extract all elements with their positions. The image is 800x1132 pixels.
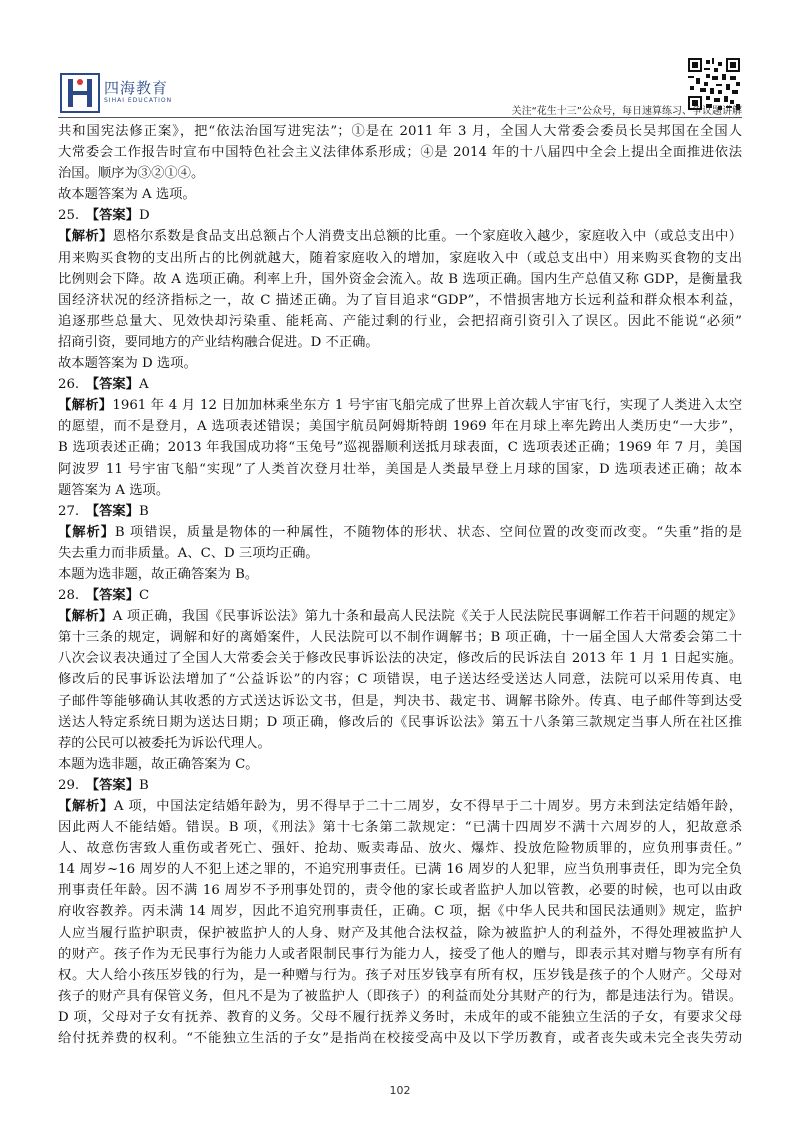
line-text: 八次会议表决通过了全国人大常委会关于修改民事诉讼法的决定，修改后的民诉法自 2013 年 1 月 1 日起实施。 xyxy=(58,651,742,667)
text-line xyxy=(58,965,742,986)
question-number: 25. xyxy=(58,208,93,224)
line-text: 孩子的财产具有保管义务，但凡不是为了被监护人（即孩子）的利益而处分其财产的行为，都是违法行为。错误。 xyxy=(58,988,742,1004)
text-line xyxy=(58,712,742,733)
text-line xyxy=(58,606,742,627)
text-line xyxy=(58,901,742,922)
text-line xyxy=(58,248,742,269)
line-text: B xyxy=(139,503,149,519)
line-text: 招商引资，要同地方的产业结构融合促进。D 不正确。 xyxy=(58,334,379,350)
section-label: 【答案】 xyxy=(92,588,139,604)
line-text: 比例则会下降。故 A 选项正确。利率上升，国外资金会流入。故 B 选项正确。国内生产总值又称 GDP，是衡量我 xyxy=(58,271,742,287)
text-line xyxy=(58,1007,742,1028)
line-text: 给付抚养费的权利。“不能独立生活的子女”是指尚在校接受高中及以下学历教育，或者丧失或未完全丧失劳动 xyxy=(58,1031,742,1047)
section-label: 【解析】 xyxy=(58,799,114,814)
line-text: 追逐那些总量大、见效快却污染重、能耗高、产能过剩的行业，会把招商引资引入了误区。因此不能说“必须” xyxy=(58,313,742,329)
question-number: 28. xyxy=(58,588,93,604)
text-line xyxy=(58,353,742,374)
text-line xyxy=(58,395,742,416)
section-label: 【答案】 xyxy=(92,503,139,519)
text-line xyxy=(58,796,742,817)
line-text: 送达人特定系统日期为送达日期；D 项正确，修改后的《民事诉讼法》第五十八条第三款规定当事人所在社区推 xyxy=(58,714,742,730)
text-line xyxy=(58,733,742,754)
section-label: 【解析】 xyxy=(58,398,113,414)
line-text: 本题为选非题，故正确答案为 C。 xyxy=(58,756,259,772)
logo-subtext: SIHAI EDUCATION xyxy=(104,97,173,104)
logo-mark-icon xyxy=(60,73,100,113)
text-line xyxy=(58,627,742,648)
line-text: D 项，父母对子女有抚养、教育的义务。父母不履行抚养义务时，未成年的或不能独立生活的子女，有要求父母 xyxy=(58,1009,742,1025)
text-line xyxy=(58,501,742,522)
header-tagline: 关注“花生十三”公众号，每日速算练习、争议题讲解 xyxy=(511,106,742,117)
line-text: 失去重力而非质量。A、C、D 三项均正确。 xyxy=(58,545,319,561)
text-line xyxy=(58,691,742,712)
text-line xyxy=(58,817,742,838)
line-text: 14 周岁~16 周岁的人不犯上述之罪的，不追究刑事责任。已满 16 周岁的人犯罪，应当负刑事责任，即为完全负 xyxy=(58,862,742,878)
line-text: 故本题答案为 D 选项。 xyxy=(58,356,197,372)
text-line xyxy=(58,1028,742,1049)
text-line xyxy=(58,437,742,458)
line-text: C xyxy=(139,588,150,604)
line-text: 人应当履行监护职责，保护被监护人的人身、财产及其他合法权益，除为被监护人的利益外，不得处理被监护人 xyxy=(58,925,742,941)
section-label: 【答案】 xyxy=(92,777,139,793)
text-line xyxy=(58,205,742,226)
text-line xyxy=(58,564,742,585)
logo-text: 四海教育 xyxy=(104,79,169,97)
text-line xyxy=(58,648,742,669)
text-line xyxy=(58,163,742,184)
text-line xyxy=(58,880,742,901)
line-text: 1961 年 4 月 12 日加加林乘坐东方 1 号宇宙飞船完成了世界上首次载人宇宙飞行，实现了人类进入太空 xyxy=(112,398,742,414)
page-number: 102 xyxy=(389,1084,411,1097)
text-line xyxy=(58,585,742,606)
text-line xyxy=(58,838,742,859)
section-label: 【解析】 xyxy=(58,229,113,245)
header-divider xyxy=(58,117,742,118)
line-text: 用来购买食物的支出所占的比例就越大，随着家庭收入的增加，家庭收入中（或总支出中）用来购买食物的支出 xyxy=(58,250,742,266)
line-text: A 项正确，我国《民事诉讼法》第九十条和最高人民法院《关于人民法院民事调解工作若干问题的规定》 xyxy=(112,609,742,625)
text-line xyxy=(58,480,742,501)
text-line xyxy=(58,669,742,690)
line-text: 修改后的民事诉讼法增加了“公益诉讼”的内容；C 项错误，电子送达经受送达人同意，法院可以采用传真、电 xyxy=(58,672,742,688)
line-text: 恩格尔系数是食品支出总额占个人消费支出总额的比重。一个家庭收入越少，家庭收入中（或总支出中） xyxy=(112,229,742,245)
line-text: 的愿望，而不是登月，A 选项表述错误；美国宇航员阿姆斯特朗 1969 年在月球上率先跨出人类历史“一大步”， xyxy=(58,419,742,435)
line-text: 人、故意伤害致人重伤或者死亡、强奸、抢劫、贩卖毒品、放火、爆炸、投放危险物质罪的，应负刑事责任。” xyxy=(58,841,742,857)
text-line xyxy=(58,142,742,163)
text-line xyxy=(58,311,742,332)
line-text: 治国。顺序为③②①④。 xyxy=(58,166,205,182)
text-line xyxy=(58,754,742,775)
text-line xyxy=(58,226,742,247)
logo xyxy=(60,73,175,113)
line-text: 故本题答案为 A 选项。 xyxy=(58,187,196,203)
question-number: 27. xyxy=(58,503,93,519)
text-line xyxy=(58,332,742,353)
line-text: 本题为选非题，故正确答案为 B。 xyxy=(58,566,259,582)
line-text: A xyxy=(139,377,149,393)
line-text: 的财产。孩子作为无民事行为能力人或者限制民事行为能力人，接受了他人的赠与，即表示其对赠与物享有所有 xyxy=(58,946,742,962)
page-header xyxy=(0,0,800,125)
line-text: 因此两人不能结婚。错误。B 项，《刑法》第十七条第二款规定：“已满十四周岁不满十六周岁的人，犯故意杀 xyxy=(58,820,742,836)
section-label: 【解析】 xyxy=(58,524,115,540)
text-line xyxy=(58,290,742,311)
line-text: D xyxy=(139,208,150,224)
text-line xyxy=(58,944,742,965)
line-text: 共和国宪法修正案》，把“依法治国写进宪法”；①是在 2011 年 3 月，全国人大常委会委员长吴邦国在全国人 xyxy=(58,124,742,139)
line-text: 府收容教养。丙未满 14 周岁，因此不追究刑事责任，正确。C 项，据《中华人民共和国民法通则》规定，监护 xyxy=(58,904,742,920)
line-text: 大常委会工作报告时宣布中国特色社会主义法律体系形成；④是 2014 年的十八届四中全会上提出全面推进依法 xyxy=(58,145,742,161)
question-number: 26. xyxy=(58,377,93,393)
section-label: 【解析】 xyxy=(58,609,113,625)
text-line xyxy=(58,923,742,944)
text-line xyxy=(58,121,742,142)
text-line xyxy=(58,543,742,564)
text-line xyxy=(58,374,742,395)
question-number: 29. xyxy=(58,777,93,793)
line-text: 子邮件等能够确认其收悉的方式送达诉讼文书，但是，判决书、裁定书、调解书除外。传真、电子邮件等到达受 xyxy=(58,693,742,709)
text-line xyxy=(58,269,742,290)
line-text: 国经济状况的经济指标之一，故 C 描述正确。为了盲目追求“GDP”，不惜损害地方长远利益和群众根本利益， xyxy=(58,292,742,308)
line-text: 题答案为 A 选项。 xyxy=(58,482,170,498)
line-text: B 选项表述正确；2013 年我国成功将“玉兔号”巡视器顺利送抵月球表面，C 选项表述正确；1969 年 7 月，美国 xyxy=(58,440,742,456)
text-line xyxy=(58,184,742,205)
line-text: A 项，中国法定结婚年龄为，男不得早于二十二周岁，女不得早于二十周岁。男方未到法定结婚年龄， xyxy=(113,799,742,814)
line-text: 第十三条的规定，调解和好的离婚案件，人民法院可以不制作调解书；B 项正确，十一届全国人大常委会第二十 xyxy=(58,630,742,646)
line-text: B 项错误，质量是物体的一种属性，不随物体的形状、状态、空间位置的改变而改变。“失重”指的是 xyxy=(114,524,742,540)
line-text: 权。大人给小孩压岁钱的行为，是一种赠与行为。孩子对压岁钱享有所有权，压岁钱是孩子的个人财产。父母对 xyxy=(58,967,742,983)
text-line xyxy=(58,459,742,480)
text-line xyxy=(58,986,742,1007)
line-text: 荐的公民可以被委托为诉讼代理人。 xyxy=(58,735,271,751)
line-text: 阿波罗 11 号宇宙飞船“实现”了人类首次登月壮举，美国是人类最早登上月球的国家，D 选项表述正确；故本 xyxy=(58,461,742,477)
text-line xyxy=(58,416,742,437)
section-label: 【答案】 xyxy=(92,208,139,224)
text-line xyxy=(58,775,742,796)
line-text: B xyxy=(139,777,149,793)
text-line xyxy=(58,522,742,543)
section-label: 【答案】 xyxy=(92,377,139,393)
text-line xyxy=(58,859,742,880)
line-text: 刑事责任年龄。因不满 16 周岁不予刑事处罚的，责令他的家长或者监护人加以管教，必要的时候，也可以由政 xyxy=(58,883,742,899)
document-body xyxy=(58,121,742,1049)
